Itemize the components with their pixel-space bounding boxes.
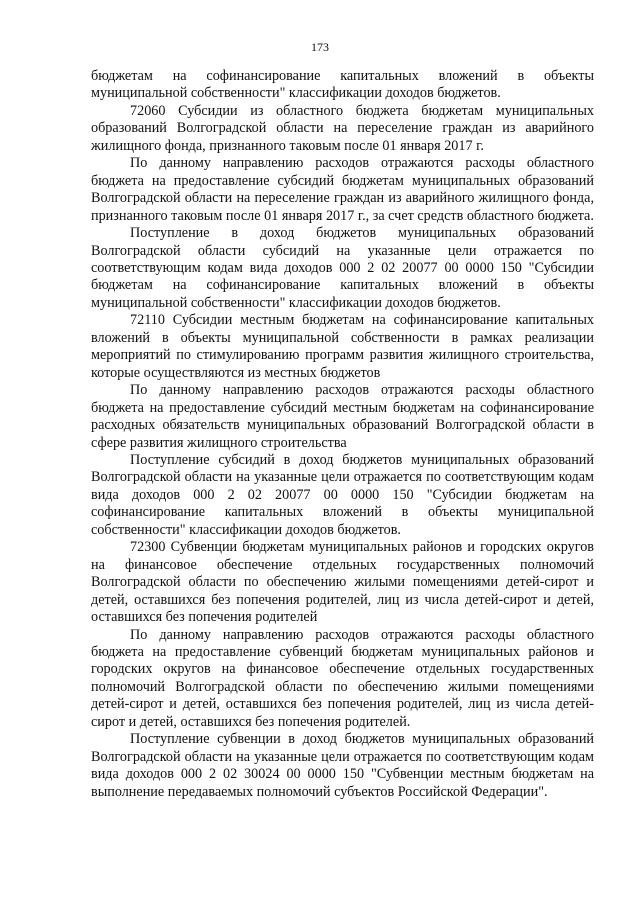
page-number: 173 bbox=[311, 40, 329, 54]
paragraph-72110-expenses: По данному направлению расходов отражаются расходы областного бюджета на предоставление субсидий местным бюджетам на софинансирование расходных обязательств муниципальных образований Волгоградской области в сфере развития жилищного строительства bbox=[91, 382, 594, 451]
paragraph-72060-heading: 72060 Субсидии из областного бюджета бюджетам муниципальных образований Волгоградской области на переселение граждан из аварийного жилищного фонда, признанного таковым после 01 января 2017 г. bbox=[91, 102, 594, 154]
paragraph-72300-revenue: Поступление субвенции в доход бюджетов муниципальных образований Волгоградской области на указанные цели отражается по соответствующим кодам вида доходов 000 2 02 30024 00 0000 150 "Субвенции местным бюджетам на выполнение передаваемых полномочий субъектов Российской Федерации". bbox=[91, 731, 594, 800]
document-body bbox=[91, 68, 594, 801]
paragraph-continuation: бюджетам на софинансирование капитальных вложений в объекты муниципальной собственности" классификации доходов бюджетов. bbox=[91, 68, 594, 102]
paragraph-72300-heading: 72300 Субвенции бюджетам муниципальных районов и городских округов на финансовое обеспечение отдельных государственных полномочий Волгоградской области по обеспечению жилыми помещениями детей-сирот и детей, оставшихся без попечения родителей, лиц из числа детей-сирот и детей, оставшихся без попечения родителей bbox=[91, 539, 594, 626]
paragraph-72060-revenue: Поступление в доход бюджетов муниципальных образований Волгоградской области субсидий на указанные цели отражается по соответствующим кодам вида доходов 000 2 02 20077 00 0000 150 "Субсидии бюджетам на софинансирование капитальных вложений в объекты муниципальной собственности" классификации доходов бюджетов. bbox=[91, 225, 594, 311]
paragraph-72110-revenue: Поступление субсидий в доход бюджетов муниципальных образований Волгоградской области на указанные цели отражается по соответствующим кодам вида доходов 000 2 02 20077 00 0000 150 "Субсидии бюджетам на софинансирование капитальных вложений в объекты муниципальной собственности" классификации доходов бюджетов. bbox=[91, 451, 594, 538]
paragraph-72060-expenses: По данному направлению расходов отражаются расходы областного бюджета на предоставление субсидий бюджетам муниципальных образований Волгоградской области на переселение граждан из аварийного жилищного фонда, признанного таковым после 01 января 2017 г., за счет средств областного бюджета. bbox=[91, 155, 594, 224]
paragraph-72110-heading: 72110 Субсидии местным бюджетам на софинансирование капитальных вложений в объекты муниципальной собственности в рамках реализации мероприятий по стимулированию программ развития жилищного строительства, которые осуществляются из местных бюджетов bbox=[91, 312, 594, 381]
paragraph-72300-expenses: По данному направлению расходов отражаются расходы областного бюджета на предоставление субвенций бюджетам муниципальных районов и городских округов на финансовое обеспечение отдельных государственных полномочий Волгоградской области по обеспечению жилыми помещениями детей-сирот и детей, оставшихся без попечения родителей, лиц из числа детей-сирот и детей, оставшихся без попечения родителей. bbox=[91, 626, 594, 730]
